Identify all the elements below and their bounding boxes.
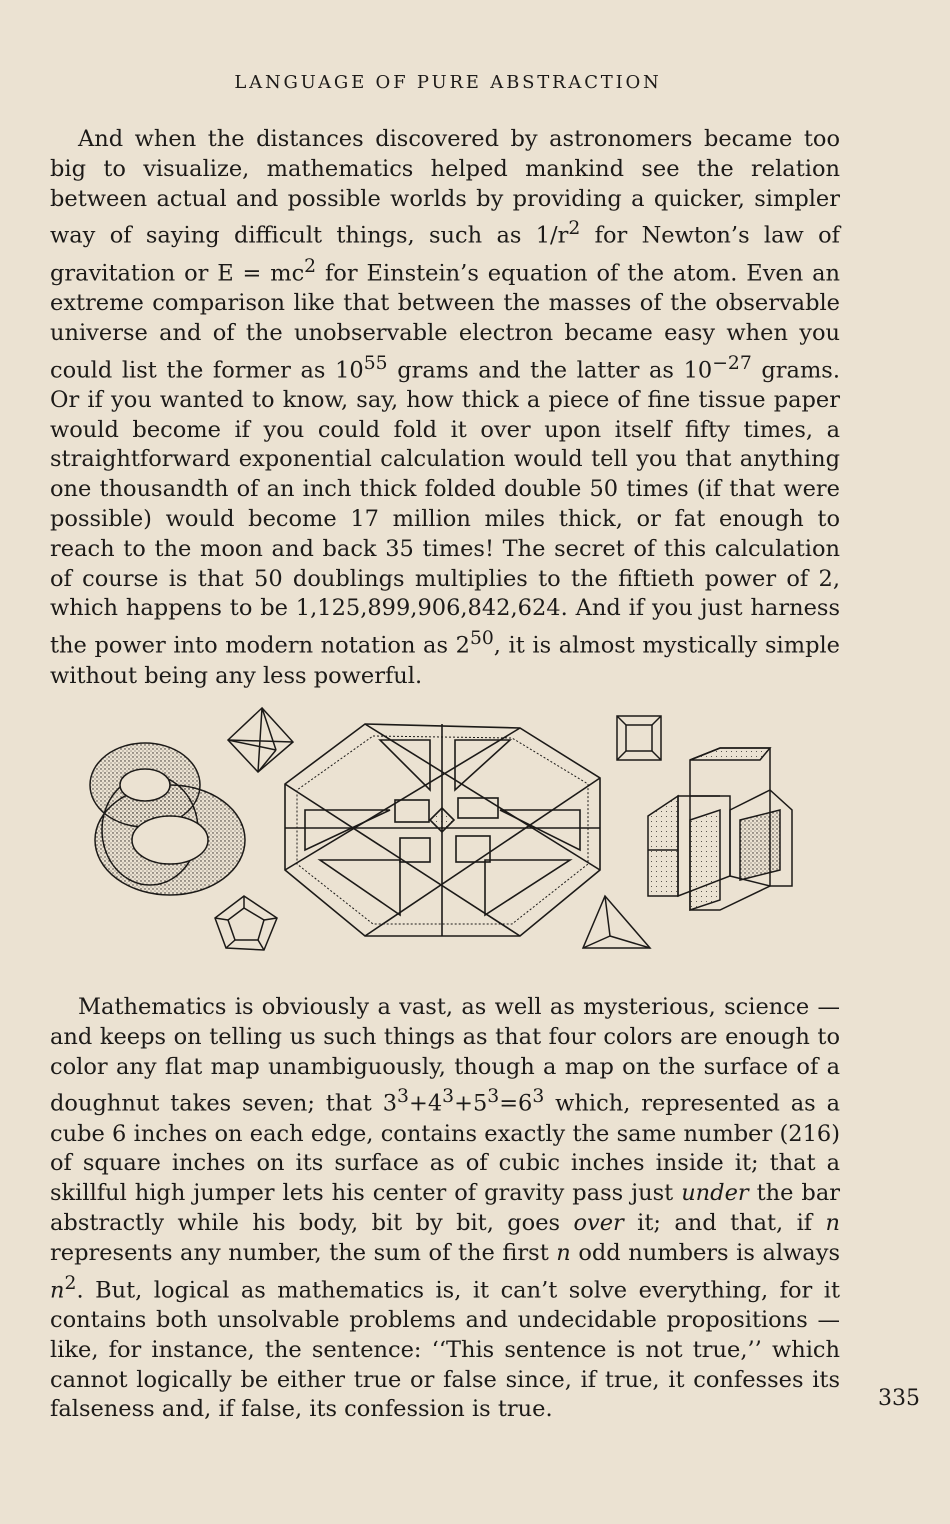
octagonal-lattice-drawing <box>285 724 600 936</box>
cube-drawing <box>617 716 661 760</box>
mathematical-figures-illustration <box>80 700 800 960</box>
tetrahedron-drawing <box>583 896 650 948</box>
dodecahedron-drawing <box>215 896 277 950</box>
page-number: 335 <box>878 1386 920 1411</box>
running-head: LANGUAGE OF PURE ABSTRACTION <box>234 72 662 93</box>
soma-piece-drawing <box>648 748 792 910</box>
octahedron-drawing <box>228 708 293 772</box>
paragraph-1: And when the distances discovered by astronomers became too big to visualize, mathematics helped mankind see the relation between actual and possible worlds by providing a quicker, simpler way of saying difficult things, such as $1/r^2$ for Newton’s law of gravitation or $E = mc^2$ for Einstein’s equation of the atom. Even an extreme comparison like that between the masses of the observable universe and of the unobservable electron became easy when you could list the former as $10^{55}$ grams and the latter as $10^{-27}$ grams. Or if you wanted to know, say, how thick a piece of fine tissue paper would become if you could fold it over upon itself fifty times, a straightforward exponential calculation would tell you that anything one thousandth of an inch thick folded double 50 times (if that were possible) would become 17 million miles thick, or fat enough to reach to the moon and back 35 times! The secret of this calculation of course is that 50 doublings multiplies to the fiftieth power of 2, which happens to be 1,125,899,906,842,624. And if you just harness the power into modern notation as $2^{50}$, it is almost mystically simple without being any less powerful. <box>50 126 840 689</box>
trefoil-knot-drawing <box>90 743 245 895</box>
paragraph-2: Mathematics is obviously a vast, as well as mysterious, science — and keeps on telling us such things as that four colors are enough to color any flat map unambiguously, though a map on the surface of a doughnut takes seven; that $3^3+4^3+5^3=6^3$ which, represented as a cube 6 inches on each edge, contains exactly the same number (216) of square inches on its surface as of cubic inches inside it; that a skillful high jumper lets his center of gravity pass just under the bar abstractly while his body, bit by bit, goes over it; and that, if n represents any number, the sum of the first n odd numbers is always $n^2$. But, logical as mathematics is, it can’t solve everything, for it contains both unsolvable problems and undecidable propositions — like, for instance, the sentence: ‘‘This sentence is not true,’’ which cannot logically be either true or false since, if true, it confesses its falseness and, if false, its confession is true. <box>50 994 840 1423</box>
